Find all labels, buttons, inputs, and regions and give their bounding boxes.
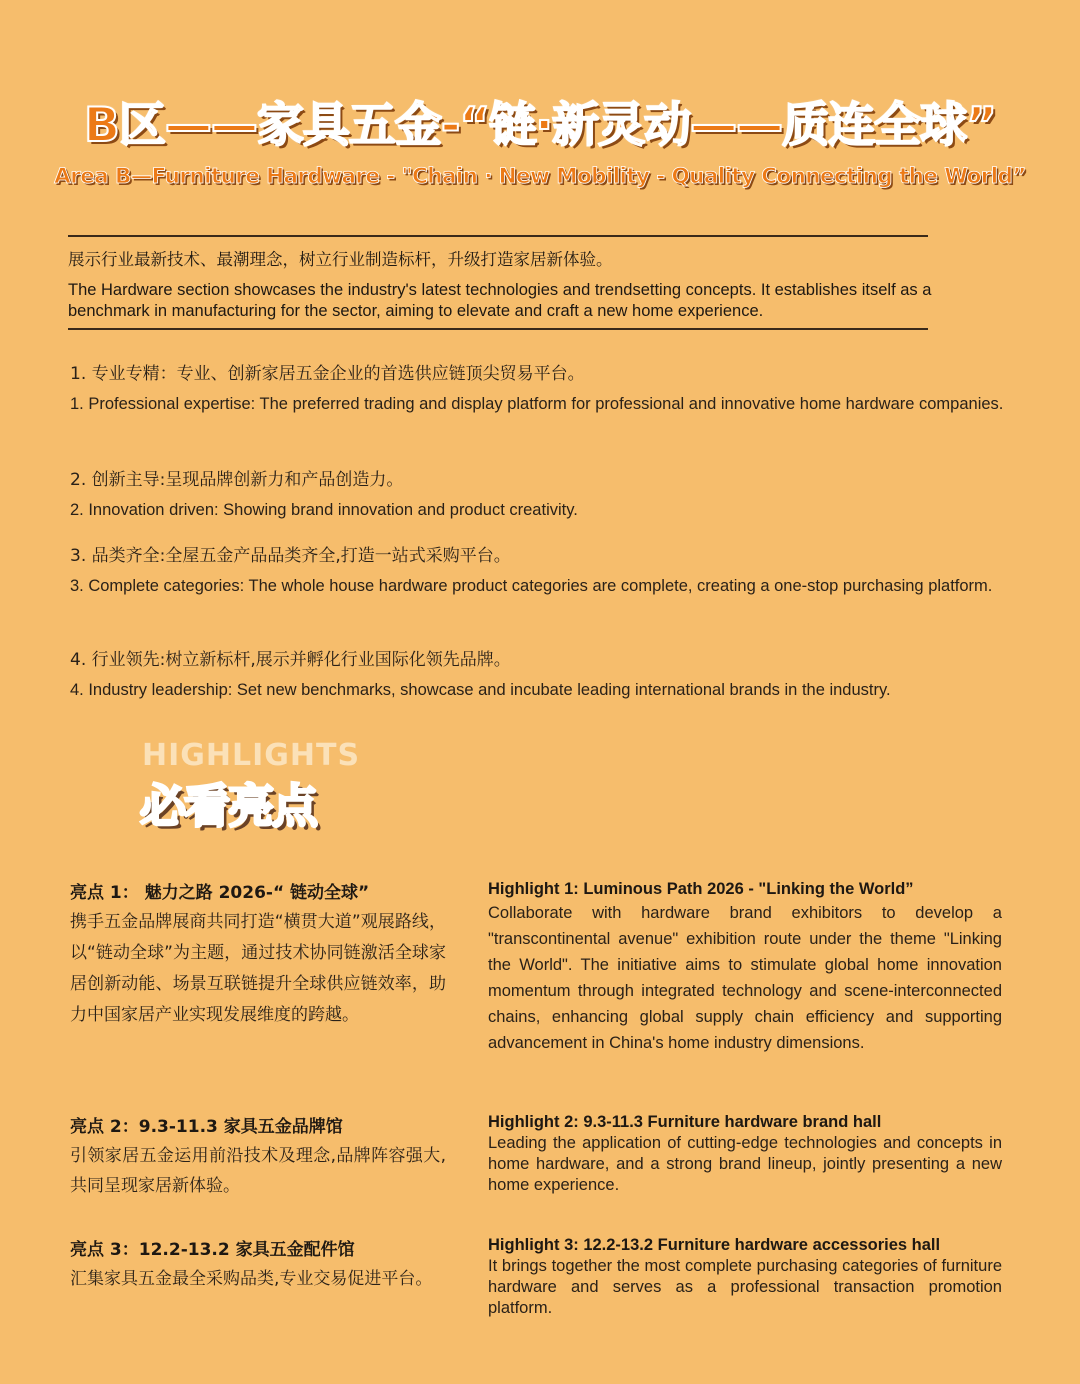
highlight-3-cn — [70, 1235, 446, 1294]
highlight-1-en — [488, 878, 1002, 1056]
highlight-heading-en: Highlight 1: Luminous Path 2026 - "Linking the World” — [488, 880, 914, 898]
highlights-banner-cn: 必看亮点 — [140, 779, 316, 833]
feature-point-cn: 1. 专业专精：专业、创新家居五金企业的首选供应链顶尖贸易平台。 — [70, 364, 585, 384]
highlight-1-cn — [70, 878, 446, 1031]
feature-point-cn: 2. 创新主导:呈现品牌创新力和产品创造力。 — [70, 470, 404, 490]
highlight-2-en — [488, 1112, 1002, 1196]
highlight-body-en: Collaborate with hardware brand exhibitors to develop a "transcontinental avenue" exhibition route under the theme "Linking the World". The initiative aims to stimulate global home innovation momentum through integrated technology and scene-interconnected chains, enhancing global supply chain efficiency and supporting advancement in China's home industry dimensions. — [488, 904, 1002, 1052]
intro-text-cn: 展示行业最新技术、最潮理念，树立行业制造标杆，升级打造家居新体验。 — [68, 250, 613, 269]
highlight-heading-en: Highlight 3: 12.2-13.2 Furniture hardware accessories hall — [488, 1236, 941, 1254]
highlight-body-en: Leading the application of cutting-edge technologies and concepts in home hardware, and a strong brand lineup, jointly presenting a new home experience. — [488, 1134, 1002, 1194]
feature-point-en: 1. Professional expertise: The preferred trading and display platform for professional and innovative home hardware companies. — [70, 395, 1004, 413]
highlight-heading-cn: 亮点 2：9.3-11.3 家具五金品牌馆 — [70, 1117, 343, 1137]
highlight-heading-cn: 亮点 3：12.2-13.2 家具五金配件馆 — [70, 1240, 355, 1260]
feature-point-1 — [70, 359, 1030, 417]
feature-point-en: 3. Complete categories: The whole house hardware product categories are complete, creating a one-stop purchasing platform. — [70, 577, 993, 595]
highlight-3-en — [488, 1235, 1002, 1319]
feature-point-3 — [70, 541, 1030, 599]
highlight-body-cn: 汇集家具五金最全采购品类,专业交易促进平台。 — [70, 1269, 433, 1289]
feature-point-en: 4. Industry leadership: Set new benchmarks, showcase and incubate leading international brands in the industry. — [70, 681, 891, 699]
highlight-heading-cn: 亮点 1： 魅力之路 2026-“ 链动全球” — [70, 883, 370, 903]
feature-point-4 — [70, 645, 1030, 703]
highlight-body-cn: 引领家居五金运用前沿技术及理念,品牌阵容强大,共同呈现家居新体验。 — [70, 1146, 446, 1196]
feature-point-cn: 4. 行业领先:树立新标杆,展示并孵化行业国际化领先品牌。 — [70, 650, 511, 670]
highlight-body-en: It brings together the most complete purchasing categories of furniture hardware and serves as a professional transaction promotion platform. — [488, 1257, 1002, 1317]
highlight-body-cn: 携手五金品牌展商共同打造“横贯大道”观展路线，以“链动全球”为主题，通过技术协同链激活全球家居创新动能、场景互联链提升全球供应链效率，助力中国家居产业实现发展维度的跨越。 — [70, 912, 446, 1025]
highlight-2-cn — [70, 1112, 446, 1201]
page-title-en: Area B—Furniture Hardware - "Chain · New Mobility - Quality Connecting the World” — [54, 164, 1026, 189]
feature-point-2 — [70, 465, 1030, 523]
intro-text-en: The Hardware section showcases the industry's latest technologies and trendsetting concepts. It establishes itself as a benchmark in manufacturing for the sector, aiming to elevate and craft a new home experience. — [68, 281, 932, 320]
feature-point-cn: 3. 品类齐全:全屋五金产品品类齐全,打造一站式采购平台。 — [70, 546, 511, 566]
highlights-banner-en: HIGHLIGHTS — [142, 738, 361, 773]
divider-top — [68, 235, 928, 237]
divider-bottom — [68, 328, 928, 330]
page-title-cn: B区——家具五金-“链·新灵动——质连全球” — [84, 98, 996, 153]
feature-point-en: 2. Innovation driven: Showing brand innovation and product creativity. — [70, 501, 578, 519]
highlight-heading-en: Highlight 2: 9.3-11.3 Furniture hardware brand hall — [488, 1113, 882, 1131]
